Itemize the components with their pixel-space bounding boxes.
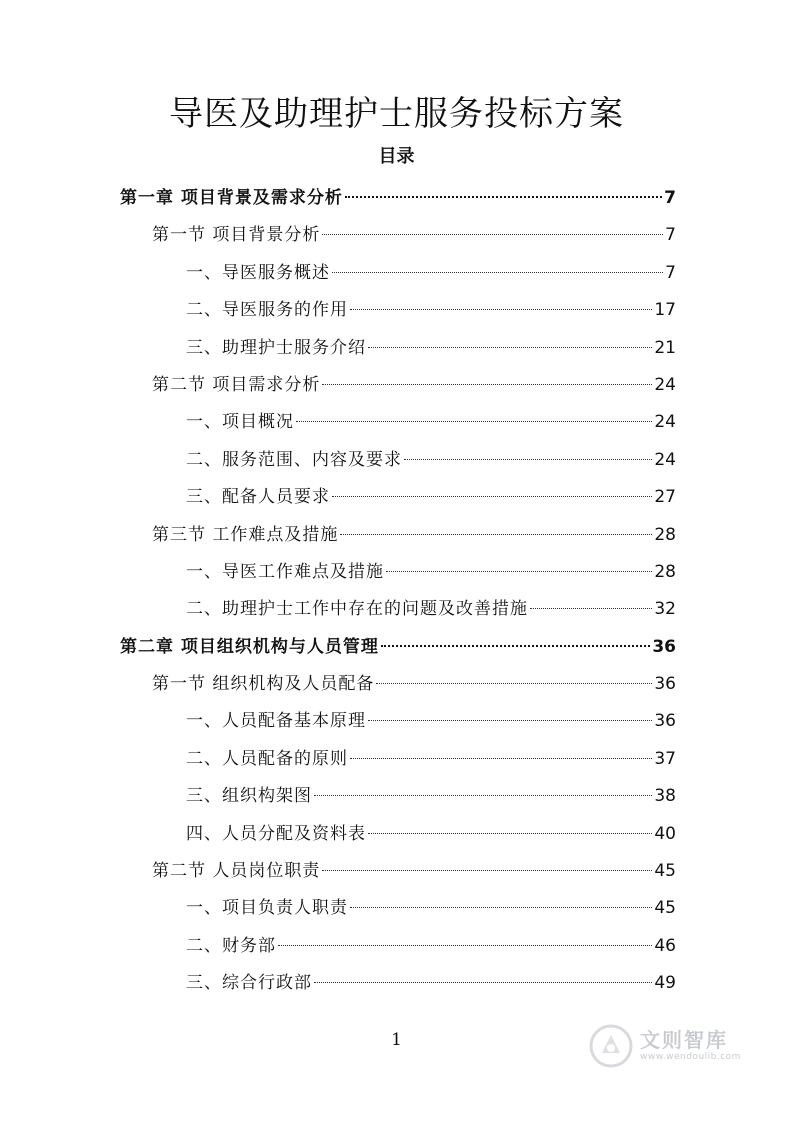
- toc-entry-page: 45: [654, 898, 676, 919]
- toc-entry-label: 第二节 人员岗位职责: [152, 861, 321, 882]
- toc-dot-leader: [332, 496, 652, 497]
- toc-dot-leader: [322, 234, 663, 235]
- toc-dot-leader: [332, 272, 663, 273]
- toc-entry-page: 7: [665, 262, 676, 283]
- toc-entry-page: 37: [654, 748, 676, 769]
- toc-entry-page: 27: [654, 487, 676, 508]
- watermark: [588, 1020, 758, 1072]
- toc-entry-section[interactable]: [120, 367, 676, 404]
- toc-entry-label: 三、助理护士服务介绍: [186, 337, 366, 358]
- toc-entry-label: 第一节 项目背景分析: [152, 225, 321, 246]
- watermark-logo-icon: [588, 1023, 634, 1069]
- toc-entry-subsection[interactable]: [120, 442, 676, 479]
- toc-dot-leader: [322, 870, 652, 871]
- toc-entry-label: 二、导医服务的作用: [186, 300, 348, 321]
- toc-entry-label: 第二章 项目组织机构与人员管理: [120, 636, 379, 657]
- toc-entry-label: 第三节 工作难点及措施: [152, 524, 339, 545]
- toc-entry-page: 17: [654, 300, 676, 321]
- toc-entry-label: 二、人员配备的原则: [186, 748, 348, 769]
- watermark-url: www.wendoulib.com: [640, 1052, 741, 1062]
- document-title: 导医及助理护士服务投标方案: [169, 94, 624, 134]
- toc-dot-leader: [322, 384, 652, 385]
- toc-dot-leader: [376, 683, 652, 684]
- toc-entry-chapter-2[interactable]: [120, 629, 676, 666]
- toc-entry-subsection[interactable]: [120, 554, 676, 591]
- toc-entry-page: 45: [654, 861, 676, 882]
- toc-entry-page: 24: [654, 412, 676, 433]
- toc-entry-section[interactable]: [120, 853, 676, 890]
- toc-entry-page: 24: [654, 374, 676, 395]
- toc-entry-subsection[interactable]: [120, 965, 676, 1002]
- toc-entry-page: 24: [654, 449, 676, 470]
- toc-dot-leader: [350, 758, 652, 759]
- toc-entry-label: 三、综合行政部: [186, 973, 312, 994]
- toc-entry-page: 7: [665, 225, 676, 246]
- toc-entry-section[interactable]: [120, 517, 676, 554]
- toc-entry-label: 四、人员分配及资料表: [186, 823, 366, 844]
- toc-dot-leader: [350, 309, 652, 310]
- toc-entry-label: 一、项目概况: [186, 412, 294, 433]
- toc-entry-page: 32: [654, 599, 676, 620]
- toc-entry-label: 第一章 项目背景及需求分析: [120, 188, 343, 208]
- toc-entry-label: 一、人员配备基本原理: [186, 711, 366, 732]
- toc-entry-page: 28: [654, 524, 676, 545]
- toc-dot-leader: [278, 945, 652, 946]
- toc-entry-chapter-1[interactable]: [120, 180, 676, 217]
- toc-entry-subsection[interactable]: [120, 330, 676, 367]
- toc-dot-leader: [530, 608, 652, 609]
- toc-entry-label: 二、服务范围、内容及要求: [186, 449, 402, 470]
- toc-dot-leader: [350, 907, 652, 908]
- toc-dot-leader: [314, 795, 652, 796]
- toc-entry-subsection[interactable]: [120, 816, 676, 853]
- toc-entry-subsection[interactable]: [120, 591, 676, 628]
- toc-entry-page: 40: [654, 823, 676, 844]
- toc-dot-leader: [381, 645, 650, 647]
- toc-entry-page: 36: [654, 711, 676, 732]
- toc-dot-leader: [368, 347, 652, 348]
- toc-entry-section[interactable]: [120, 217, 676, 254]
- toc-entry-label: 三、组织构架图: [186, 786, 312, 807]
- page-number: 1: [391, 1030, 402, 1050]
- toc-entry-page: 21: [654, 337, 676, 358]
- toc-entry-label: 一、导医工作难点及措施: [186, 561, 384, 582]
- toc-entry-page: 7: [664, 188, 676, 208]
- toc-entry-subsection[interactable]: [120, 404, 676, 441]
- toc-entry-page: 36: [654, 674, 676, 695]
- toc-entry-section[interactable]: [120, 666, 676, 703]
- toc-entry-label: 二、助理护士工作中存在的问题及改善措施: [186, 599, 528, 620]
- toc-dot-leader: [404, 459, 652, 460]
- toc-entry-label: 一、项目负责人职责: [186, 898, 348, 919]
- toc-entry-subsection[interactable]: [120, 255, 676, 292]
- toc-entry-subsection[interactable]: [120, 292, 676, 329]
- toc-entry-subsection[interactable]: [120, 741, 676, 778]
- toc-entry-label: 一、导医服务概述: [186, 262, 330, 283]
- toc-dot-leader: [314, 982, 652, 983]
- toc-heading: 目录: [378, 146, 415, 167]
- watermark-brand: 文则智库: [640, 1028, 728, 1052]
- toc-entry-subsection[interactable]: [120, 890, 676, 927]
- toc-dot-leader: [386, 571, 652, 572]
- toc-entry-label: 二、财务部: [186, 935, 276, 956]
- toc-entry-subsection[interactable]: [120, 703, 676, 740]
- toc-entry-subsection[interactable]: [120, 928, 676, 965]
- toc-dot-leader: [368, 720, 652, 721]
- toc-dot-leader: [368, 833, 652, 834]
- toc-dot-leader: [340, 534, 652, 535]
- toc-entry-subsection[interactable]: [120, 479, 676, 516]
- toc-entry-page: 36: [652, 636, 676, 657]
- toc-entry-page: 49: [654, 973, 676, 994]
- toc-entry-label: 第二节 项目需求分析: [152, 374, 321, 395]
- table-of-contents: [120, 180, 676, 1003]
- toc-entry-page: 38: [654, 786, 676, 807]
- toc-entry-subsection[interactable]: [120, 778, 676, 815]
- toc-dot-leader: [296, 421, 652, 422]
- toc-entry-label: 第一节 组织机构及人员配备: [152, 674, 375, 695]
- toc-entry-page: 46: [654, 935, 676, 956]
- toc-entry-label: 三、配备人员要求: [186, 487, 330, 508]
- toc-dot-leader: [345, 196, 662, 198]
- toc-entry-page: 28: [654, 561, 676, 582]
